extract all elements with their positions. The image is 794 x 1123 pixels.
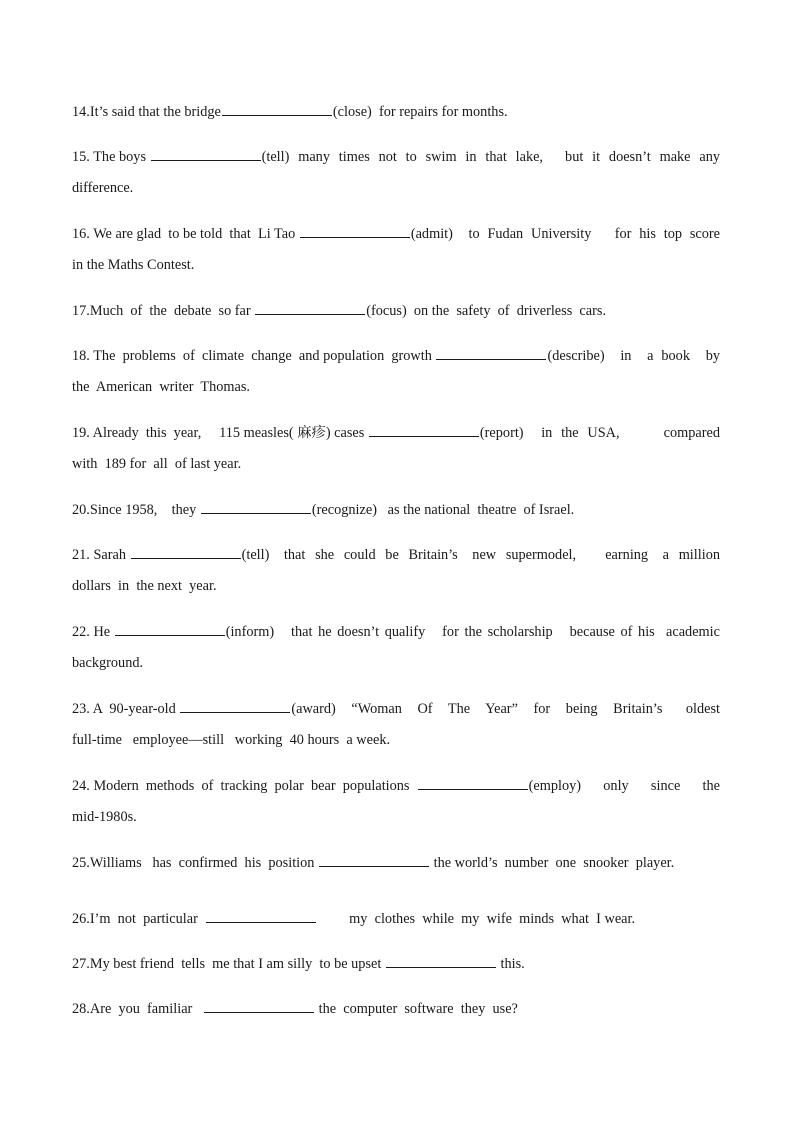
question-number: 18. xyxy=(72,348,90,364)
question-line xyxy=(72,953,720,973)
question-lead xyxy=(72,544,242,565)
question-line xyxy=(72,698,720,718)
question-text: (award) “Woman Of The Year” for being Britain’s oldest xyxy=(291,701,720,717)
question-text-continued: dollars in the next year. xyxy=(72,578,217,594)
question-text-continued: with 189 for all of last year. xyxy=(72,456,242,472)
answer-blank[interactable] xyxy=(255,300,365,315)
question-text: Already this year, 115 measles( 麻疹) cases xyxy=(92,425,368,441)
question-lead xyxy=(72,621,226,642)
question-line xyxy=(72,223,720,243)
question-line xyxy=(72,454,720,474)
question-line xyxy=(72,499,720,519)
answer-blank[interactable] xyxy=(115,621,225,636)
question-number: 14. xyxy=(72,104,90,120)
question-number: 26. xyxy=(72,911,90,927)
question-number: 28. xyxy=(72,1001,90,1017)
question-text: Williams has confirmed his position xyxy=(89,855,319,871)
question-text: Modern methods of tracking polar bear populations xyxy=(93,778,417,794)
question-number: 15. xyxy=(72,149,90,165)
question-text: A 90-year-old xyxy=(92,701,180,717)
question-line xyxy=(72,576,720,596)
question-number: 25. xyxy=(72,855,90,871)
answer-blank[interactable] xyxy=(300,223,410,238)
question-text: (admit) to Fudan University for his top score xyxy=(410,226,720,242)
question-line xyxy=(72,544,720,564)
question-text-continued: the American writer Thomas. xyxy=(72,379,250,395)
question-text: He xyxy=(93,624,114,640)
question-text: (close) for repairs for months. xyxy=(332,104,508,120)
question-text-continued: background. xyxy=(72,655,144,671)
answer-blank[interactable] xyxy=(151,146,261,161)
question-text: this. xyxy=(496,956,525,972)
question-text: (employ) only since the xyxy=(528,778,720,794)
answer-blank[interactable] xyxy=(418,775,528,790)
question-text-continued: full-time employee—still working 40 hours a week. xyxy=(72,732,391,748)
question-line xyxy=(72,621,720,641)
question-text-continued: difference. xyxy=(72,180,134,196)
answer-blank[interactable] xyxy=(369,422,479,437)
question-line xyxy=(72,807,720,827)
question-line xyxy=(72,255,720,275)
question-lead xyxy=(72,345,547,366)
answer-blank[interactable] xyxy=(180,698,290,713)
question-text: We are glad to be told that Li Tao xyxy=(93,226,299,242)
question-text-continued: mid-1980s. xyxy=(72,809,137,825)
question-line xyxy=(72,300,720,320)
question-text: the world’s number one snooker player. xyxy=(430,855,675,871)
question-text: Since 1958, they xyxy=(89,502,200,518)
answer-blank[interactable] xyxy=(204,998,314,1013)
question-text: Much of the debate so far xyxy=(89,303,255,319)
question-number: 21. xyxy=(72,547,90,563)
question-text: (focus) on the safety of driverless cars. xyxy=(366,303,607,319)
question-text: It’s said that the bridge xyxy=(89,104,221,120)
question-number: 24. xyxy=(72,778,90,794)
question-number: 20. xyxy=(72,502,90,518)
question-line xyxy=(72,377,720,397)
question-lead xyxy=(72,775,529,796)
question-line xyxy=(72,852,720,872)
question-line xyxy=(72,422,720,442)
question-text: My best friend tells me that I am silly to be upset xyxy=(89,956,385,972)
question-text: (report) in the USA, compared xyxy=(479,425,720,441)
answer-blank[interactable] xyxy=(201,499,311,514)
question-text: my clothes while my wife minds what I wear. xyxy=(317,911,636,927)
answer-blank[interactable] xyxy=(436,345,546,360)
question-line xyxy=(72,653,720,673)
question-lead xyxy=(72,223,411,244)
question-number: 16. xyxy=(72,226,90,242)
question-number: 17. xyxy=(72,303,90,319)
question-line xyxy=(72,146,720,166)
question-number: 19. xyxy=(72,425,90,441)
question-text: (inform) that he doesn’t qualify for the scholarship because of his academic xyxy=(225,624,720,640)
answer-blank[interactable] xyxy=(319,852,429,867)
question-line xyxy=(72,101,720,121)
answer-blank[interactable] xyxy=(206,908,316,923)
question-lead xyxy=(72,146,262,167)
answer-blank[interactable] xyxy=(222,101,332,116)
question-line xyxy=(72,178,720,198)
question-line xyxy=(72,998,720,1018)
question-text: the computer software they use? xyxy=(315,1001,518,1017)
question-number: 22. xyxy=(72,624,90,640)
question-line xyxy=(72,345,720,365)
question-number: 23. xyxy=(72,701,90,717)
question-text-continued: in the Maths Contest. xyxy=(72,257,195,273)
question-line xyxy=(72,908,720,928)
question-line xyxy=(72,730,720,750)
question-text: (tell) that she could be Britain’s new supermodel, earning a million xyxy=(241,547,720,563)
answer-blank[interactable] xyxy=(131,544,241,559)
question-lead xyxy=(72,698,291,719)
question-text: The problems of climate change and population growth xyxy=(93,348,436,364)
question-line xyxy=(72,775,720,795)
question-text: (tell) many times not to swim in that lake, but it doesn’t make any xyxy=(261,149,720,165)
question-text: Sarah xyxy=(93,547,130,563)
question-lead xyxy=(72,422,480,443)
question-text: (recognize) as the national theatre of Israel. xyxy=(311,502,575,518)
question-text: The boys xyxy=(93,149,150,165)
question-text: I’m not particular xyxy=(89,911,206,927)
answer-blank[interactable] xyxy=(386,953,496,968)
question-text: Are you familiar xyxy=(89,1001,204,1017)
question-number: 27. xyxy=(72,956,90,972)
question-text: (describe) in a book by xyxy=(547,348,720,364)
